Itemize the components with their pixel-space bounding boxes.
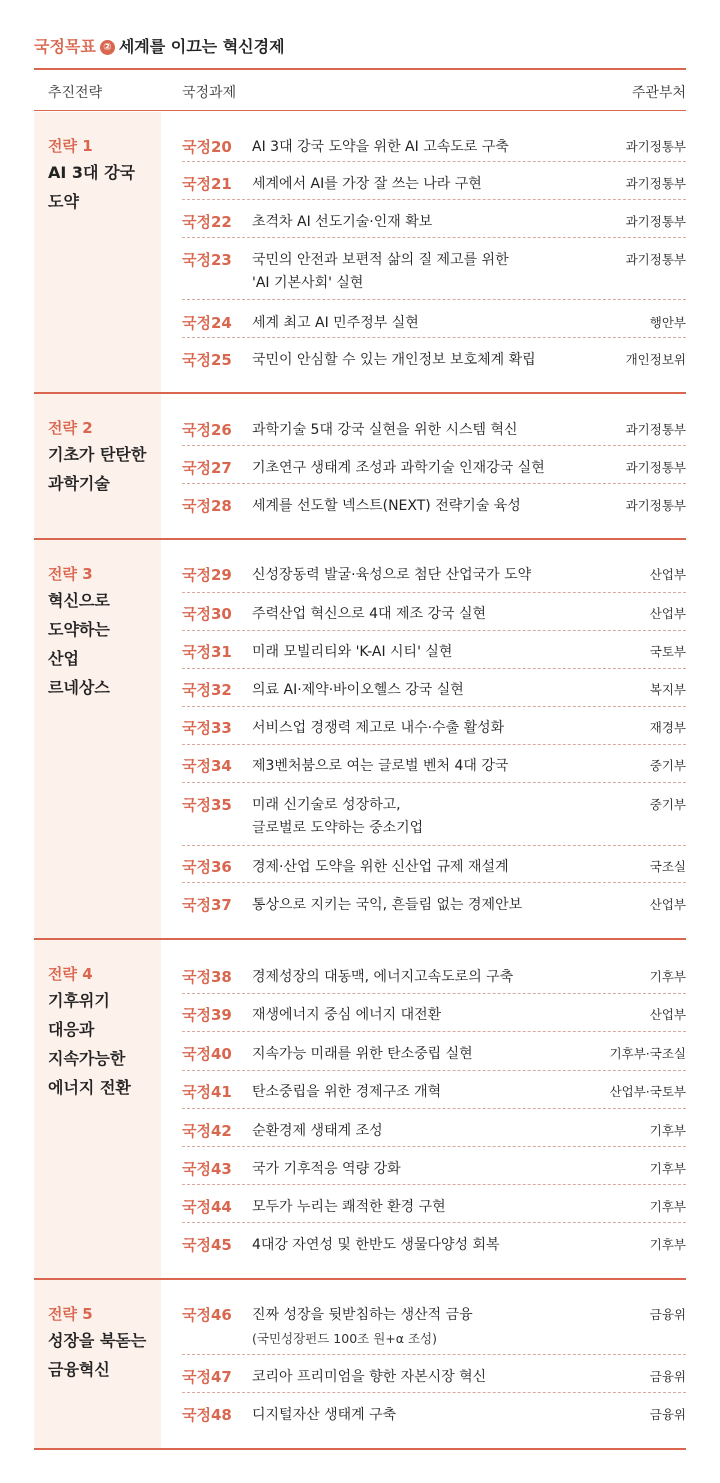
task-title	[252, 495, 521, 518]
task-dept: 기후부	[649, 1161, 686, 1176]
task-code: 국정31	[182, 643, 232, 661]
task-code: 국정41	[182, 1083, 232, 1101]
row-divider	[182, 782, 686, 783]
row-divider	[182, 161, 686, 162]
task-dept: 과기정통부	[625, 139, 686, 154]
task-title	[252, 419, 518, 442]
task-title	[252, 755, 508, 778]
strategy-number: 전략 4	[48, 965, 93, 983]
task-title	[252, 966, 513, 989]
task-dept: 금융위	[649, 1407, 686, 1422]
task-title-line: 국민이 안심할 수 있는 개인정보 보호체계 확립	[252, 352, 536, 368]
task-title-line: 진짜 성장을 뒷받침하는 생산적 금융	[252, 1307, 473, 1323]
task-title-line: 재생에너지 중심 에너지 대전환	[252, 1007, 442, 1023]
task-code: 국정48	[182, 1406, 232, 1424]
task-dept: 기후부	[649, 1237, 686, 1252]
strategy-name-line: 기후위기	[48, 991, 110, 1010]
task-subtitle: (국민성장펀드 100조 원+α 조성)	[252, 1331, 437, 1346]
strategy-name-line: AI 3대 강국	[48, 163, 135, 182]
row-divider	[182, 845, 686, 846]
strategy-name-line: 금융혁신	[48, 1360, 110, 1379]
row-divider	[182, 630, 686, 631]
row-divider	[182, 1031, 686, 1032]
task-title	[252, 1081, 441, 1104]
strategy-name-line: 대응과	[48, 1020, 95, 1039]
task-dept: 과기정통부	[625, 176, 686, 191]
strategy-name-line: 도약하는	[48, 620, 110, 639]
task-title-line: 지속가능 미래를 위한 탄소중립 실현	[252, 1046, 473, 1062]
task-title-line: 코리아 프리미엄을 향한 자본시장 혁신	[252, 1369, 487, 1385]
task-code: 국정30	[182, 605, 232, 623]
task-code: 국정47	[182, 1368, 232, 1386]
task-dept: 금융위	[649, 1307, 686, 1322]
strategy-section	[34, 394, 686, 540]
task-code: 국정43	[182, 1160, 232, 1178]
column-header-rule	[34, 110, 686, 111]
task-dept: 금융위	[649, 1369, 686, 1384]
task-title-line: 미래 모빌리티와 'K-AI 시티' 실현	[252, 644, 453, 660]
task-title	[252, 173, 482, 196]
task-title-line: 4대강 자연성 및 한반도 생물다양성 회복	[252, 1237, 500, 1253]
task-title	[252, 1366, 486, 1389]
task-title-line: 디지털자산 생태계 구축	[252, 1407, 397, 1423]
strategy-name-line: 산업	[48, 649, 79, 668]
strategy-name-line: 르네상스	[48, 678, 110, 697]
task-code: 국정44	[182, 1198, 232, 1216]
strategy-section	[34, 940, 686, 1280]
strategy-name-line: 에너지 전환	[48, 1078, 131, 1097]
row-divider	[182, 199, 686, 200]
strategy-section	[34, 1280, 686, 1450]
row-divider	[182, 1184, 686, 1185]
task-dept: 중기부	[649, 758, 686, 773]
task-code: 국정24	[182, 314, 232, 332]
section-divider	[34, 1448, 686, 1450]
task-title-line: 서비스업 경쟁력 제고로 내수·수출 활성화	[252, 720, 505, 736]
task-title-line: 경제·산업 도약을 위한 신산업 규제 재설계	[252, 859, 509, 875]
task-dept: 기후부	[649, 1123, 686, 1138]
task-title-line: 주력산업 혁신으로 4대 제조 강국 실현	[252, 606, 487, 622]
task-code: 국정23	[182, 251, 232, 269]
task-title	[252, 1404, 396, 1427]
task-title	[252, 679, 464, 702]
task-code: 국정42	[182, 1122, 232, 1140]
task-code: 국정36	[182, 858, 232, 876]
row-divider	[182, 299, 686, 300]
task-title	[252, 1004, 441, 1027]
task-title-line: 기초연구 생태계 조성과 과학기술 인재강국 실현	[252, 460, 545, 476]
task-title	[252, 1304, 473, 1350]
task-title	[252, 1043, 473, 1066]
strategy-number: 전략 3	[48, 565, 93, 583]
strategy-name-line: 기초가 탄탄한	[48, 445, 147, 464]
task-dept: 산업부	[649, 606, 686, 621]
task-dept: 복지부	[649, 682, 686, 697]
page-header	[34, 34, 285, 57]
task-title-line: 신성장동력 발굴·육성으로 첨단 산업국가 도약	[252, 567, 532, 583]
row-divider	[182, 706, 686, 707]
task-title	[252, 894, 522, 917]
top-rule	[34, 68, 686, 70]
strategy-name-line: 지속가능한	[48, 1049, 126, 1068]
task-code: 국정33	[182, 719, 232, 737]
task-dept: 산업부	[649, 897, 686, 912]
row-divider	[182, 592, 686, 593]
strategy-section	[34, 540, 686, 940]
task-code: 국정35	[182, 796, 232, 814]
task-code: 국정29	[182, 566, 232, 584]
task-code: 국정38	[182, 968, 232, 986]
task-dept: 산업부·국토부	[609, 1084, 686, 1099]
task-code: 국정34	[182, 757, 232, 775]
row-divider	[182, 1146, 686, 1147]
strategy-label	[48, 962, 158, 1102]
strategy-name-line: 성장을 북돋는	[48, 1331, 147, 1350]
task-dept: 중기부	[649, 797, 686, 812]
task-code: 국정37	[182, 896, 232, 914]
goal-number-badge: ②	[100, 40, 115, 55]
task-title	[252, 1158, 401, 1181]
task-title-line: 미래 신기술로 성장하고,	[252, 797, 401, 813]
row-divider	[182, 1222, 686, 1223]
strategy-section	[34, 112, 686, 394]
task-code: 국정21	[182, 175, 232, 193]
task-title-line: 경제성장의 대동맥, 에너지고속도로의 구축	[252, 969, 514, 985]
col-header-dept: 주관부처	[631, 85, 686, 101]
row-divider	[182, 1070, 686, 1071]
goal-title: 세계를 이끄는 혁신경제	[118, 37, 285, 56]
strategy-label	[48, 416, 158, 498]
task-title	[252, 312, 419, 335]
task-title-line: 초격차 AI 선도기술·인재 확보	[252, 214, 433, 230]
strategy-label	[48, 134, 158, 216]
row-divider	[182, 483, 686, 484]
task-title-line: 의료 AI·제약·바이오헬스 강국 실현	[252, 682, 464, 698]
task-title	[252, 794, 423, 840]
task-title-line: 국민의 안전과 보편적 삶의 질 제고를 위한	[252, 252, 509, 268]
strategy-number: 전략 5	[48, 1305, 93, 1323]
row-divider	[182, 744, 686, 745]
task-dept: 산업부	[649, 567, 686, 582]
task-dept: 국조실	[649, 859, 686, 874]
row-divider	[182, 1354, 686, 1355]
row-divider	[182, 237, 686, 238]
task-code: 국정27	[182, 459, 232, 477]
task-code: 국정20	[182, 138, 232, 156]
task-code: 국정22	[182, 213, 232, 231]
task-dept: 과기정통부	[625, 460, 686, 475]
goal-label: 국정목표	[34, 37, 96, 56]
task-title	[252, 457, 545, 480]
task-dept: 과기정통부	[625, 422, 686, 437]
task-title	[252, 136, 509, 159]
task-title-line: 국가 기후적응 역량 강화	[252, 1161, 401, 1177]
task-dept: 산업부	[649, 1007, 686, 1022]
task-title-line: 순환경제 생태계 조성	[252, 1123, 383, 1139]
task-dept: 기후부	[649, 969, 686, 984]
row-divider	[182, 337, 686, 338]
row-divider	[182, 993, 686, 994]
task-code: 국정28	[182, 497, 232, 515]
row-divider	[182, 668, 686, 669]
task-title-line: AI 3대 강국 도약을 위한 AI 고속도로 구축	[252, 139, 509, 155]
task-code: 국정32	[182, 681, 232, 699]
row-divider	[182, 445, 686, 446]
task-dept: 기후부·국조실	[609, 1046, 686, 1061]
task-title	[252, 603, 486, 626]
task-title-line: 'AI 기본사회' 실현	[252, 275, 364, 291]
strategy-number: 전략 1	[48, 137, 93, 155]
task-dept: 과기정통부	[625, 252, 686, 267]
col-header-strategy: 추진전략	[48, 85, 103, 101]
task-title	[252, 564, 531, 587]
task-dept: 과기정통부	[625, 498, 686, 513]
task-dept: 기후부	[649, 1199, 686, 1214]
task-title-line: 제3벤처붐으로 여는 글로벌 벤처 4대 강국	[252, 758, 509, 774]
task-title	[252, 1120, 383, 1143]
strategy-name-line: 혁신으로	[48, 591, 110, 610]
task-title	[252, 1234, 500, 1257]
task-title-line: 세계 최고 AI 민주정부 실현	[252, 315, 419, 331]
row-divider	[182, 1108, 686, 1109]
task-title-line: 세계를 선도할 넥스트(NEXT) 전략기술 육성	[252, 498, 521, 514]
task-dept: 행안부	[649, 315, 686, 330]
task-title	[252, 249, 509, 295]
task-title-line: 모두가 누리는 쾌적한 환경 구현	[252, 1199, 446, 1215]
task-title	[252, 1196, 446, 1219]
task-code: 국정25	[182, 351, 232, 369]
col-header-task: 국정과제	[182, 85, 237, 101]
task-code: 국정26	[182, 421, 232, 439]
task-title	[252, 349, 536, 372]
strategy-number: 전략 2	[48, 419, 93, 437]
task-title-line: 글로벌로 도약하는 중소기업	[252, 820, 424, 836]
strategy-label	[48, 1302, 158, 1384]
task-code: 국정45	[182, 1236, 232, 1254]
strategy-name-line: 도약	[48, 192, 79, 211]
task-dept: 개인정보위	[625, 352, 686, 367]
task-title-line: 세계에서 AI를 가장 잘 쓰는 나라 구현	[252, 176, 482, 192]
task-title	[252, 211, 432, 234]
task-code: 국정40	[182, 1045, 232, 1063]
row-divider	[182, 882, 686, 883]
task-title-line: 통상으로 지키는 국익, 흔들림 없는 경제안보	[252, 897, 523, 913]
task-dept: 재경부	[649, 720, 686, 735]
strategy-name-line: 과학기술	[48, 474, 110, 493]
task-title-line: 탄소중립을 위한 경제구조 개혁	[252, 1084, 442, 1100]
task-dept: 국토부	[649, 644, 686, 659]
task-title-line: 과학기술 5대 강국 실현을 위한 시스템 혁신	[252, 422, 518, 438]
task-title	[252, 856, 509, 879]
strategy-label	[48, 562, 158, 702]
task-title	[252, 641, 452, 664]
task-code: 국정46	[182, 1306, 232, 1324]
task-title	[252, 717, 504, 740]
task-dept: 과기정통부	[625, 214, 686, 229]
task-code: 국정39	[182, 1006, 232, 1024]
row-divider	[182, 1392, 686, 1393]
